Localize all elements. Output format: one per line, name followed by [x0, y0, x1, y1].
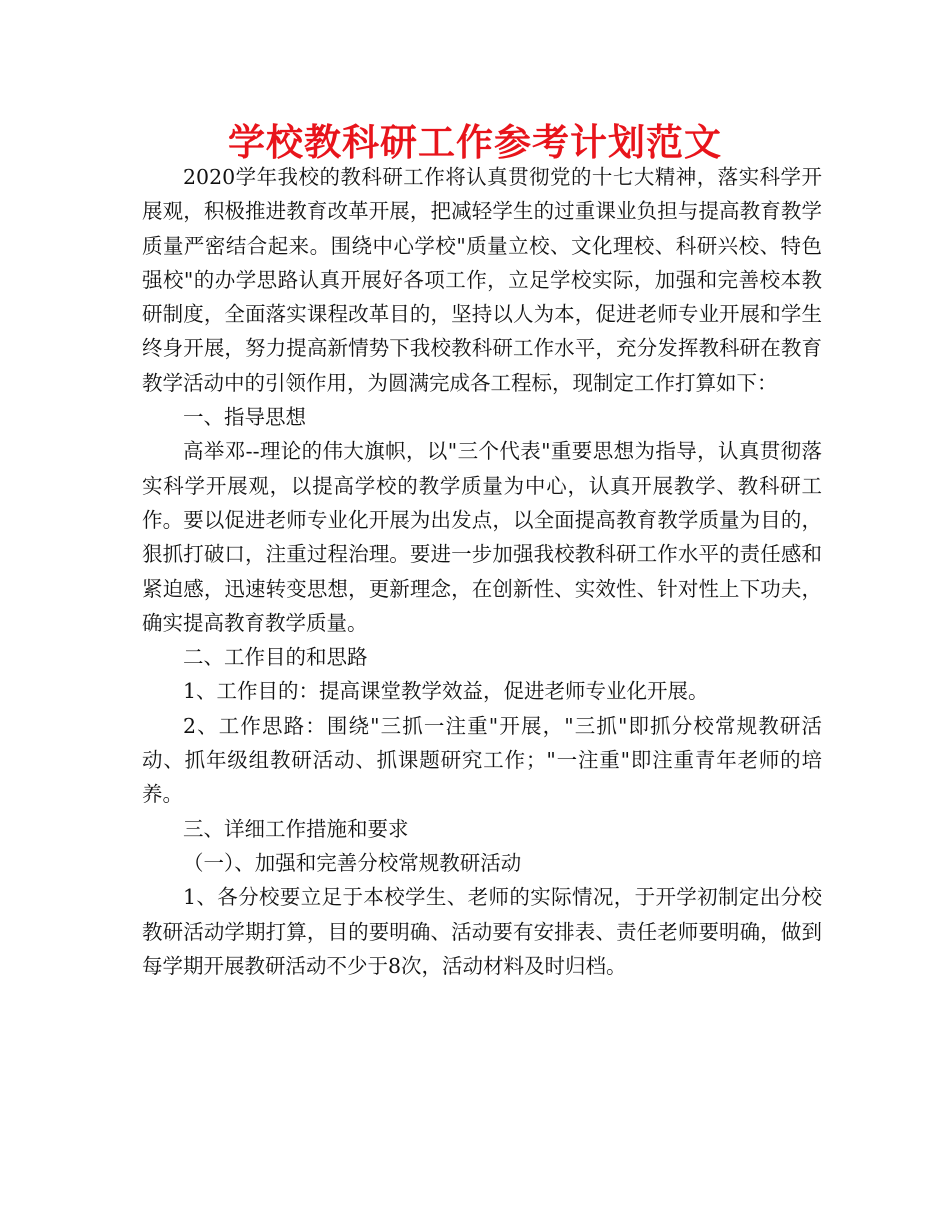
paragraph-intro: 2020学年我校的教科研工作将认真贯彻党的十七大精神，落实科学开展观，积极推进教育改革开展，把减轻学生的过重课业负担与提高教育教学质量严密结合起来。围绕中心学校"质量立校、文化理校、科研兴校、特色强校"的办学思路认真开展好各项工作，立足学校实际，加强和完善校本教研制度，全面落实课程改革目的，坚持以人为本，促进老师专业开展和学生终身开展，努力提高新情势下我校教科研工作水平，充分发挥教科研在教育教学活动中的引领作用，为圆满完成各工程标，现制定工作打算如下：: [142, 165, 822, 395]
paragraph-measure-1: 1、各分校要立足于本校学生、老师的实际情况，于开学初制定出分校教研活动学期打算，目的要明确、活动要有安排表、责任老师要明确，做到每学期开展教研活动不少于8次，活动材料及时归档。: [142, 885, 822, 978]
section-heading-measures: 三、详细工作措施和要求: [183, 816, 409, 841]
subsection-heading-routine-research: （一）、加强和完善分校常规教研活动: [183, 850, 522, 875]
paragraph-work-goal: 1、工作目的：提高课堂教学效益，促进老师专业化开展。: [183, 679, 709, 704]
document-title: 学校教科研工作参考计划范文: [228, 121, 722, 164]
section-heading-goals: 二、工作目的和思路: [183, 645, 368, 670]
section-heading-guiding-thought: 一、指导思想: [183, 405, 306, 430]
document-body: [142, 160, 822, 983]
paragraph-work-approach: 2、工作思路：围绕"三抓一注重"开展，"三抓"即抓分校常规教研活动、抓年级组教研活动、抓课题研究工作；"一注重"即注重青年老师的培养。: [142, 713, 822, 807]
paragraph-guiding-thought: 高举邓--理论的伟大旗帜，以"三个代表"重要思想为指导，认真贯彻落实科学开展观，以提高学校的教学质量为中心，认真开展教学、教科研工作。要以促进老师专业化开展为出发点，以全面提高教育教学质量为目的，狠抓打破口，注重过程治理。要进一步加强我校教科研工作水平的责任感和紧迫感，迅速转变思想，更新理念，在创新性、实效性、针对性上下功夫，确实提高教育教学质量。: [142, 439, 822, 635]
